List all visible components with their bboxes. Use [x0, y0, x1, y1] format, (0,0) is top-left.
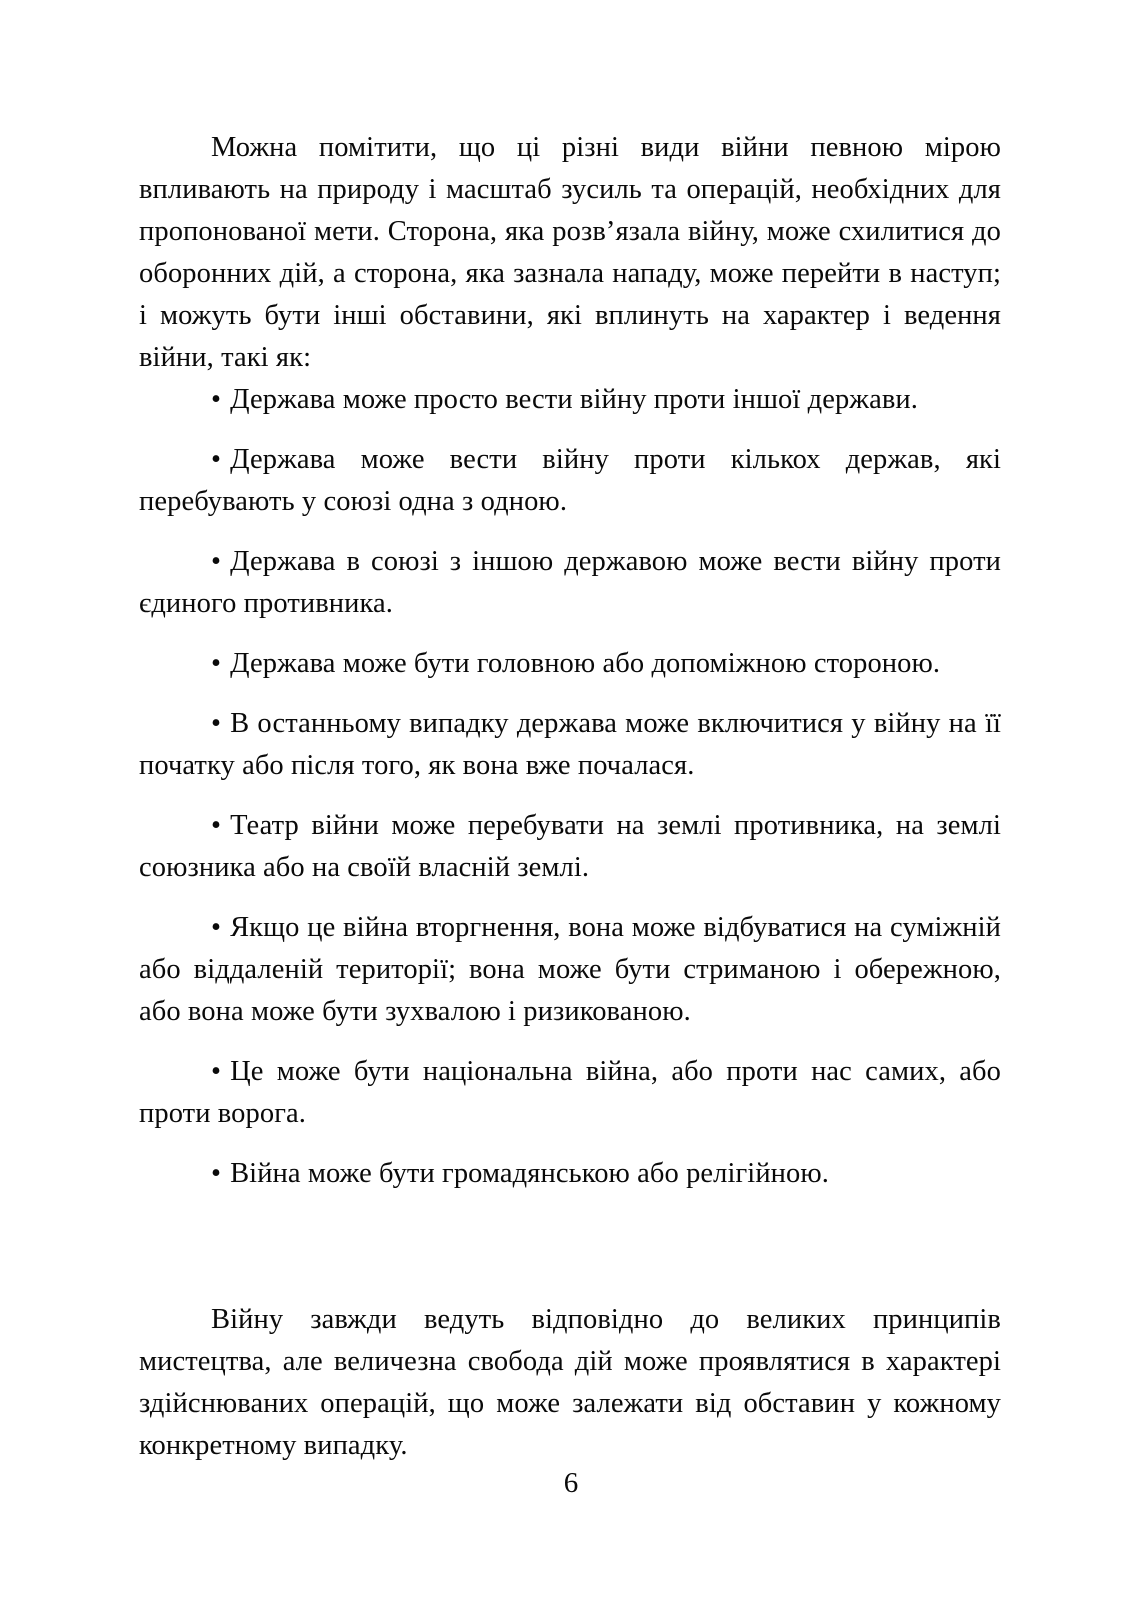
page-number: 6 — [563, 1467, 579, 1499]
list-item — [139, 541, 1001, 625]
list-item — [139, 1153, 1001, 1195]
list-item-text: В останньому випадку держава може включитися у війну на її початку або після того, як вона вже почалася. — [139, 708, 1001, 781]
closing-paragraph: Війну завжди ведуть відповідно до великих принципів мистецтва, але величезна свобода дій може проявлятися в характері здійснюваних операцій, що може залежати від обставин у кожному конкретному випадку. — [139, 1304, 1001, 1461]
bullet-icon: • — [211, 444, 222, 475]
list-item — [139, 703, 1001, 787]
list-item — [139, 1051, 1001, 1135]
list-item-text: Держава може вести війну проти кількох держав, які перебувають у союзі одна з одною. — [139, 444, 1001, 517]
list-item-text: Якщо це війна вторгнення, вона може відбуватися на суміжній або віддаленій території; вона може бути стриманою і обережною, або вона може бути зухвалою і ризикованою. — [139, 912, 1001, 1027]
bullet-icon: • — [211, 546, 222, 577]
text-column — [139, 127, 1001, 1467]
war-types-list — [139, 379, 1001, 1195]
list-item — [139, 643, 1001, 685]
list-item — [139, 907, 1001, 1033]
list-item-text: Держава може просто вести війну проти іншої держави. — [230, 384, 918, 415]
bullet-icon: • — [211, 708, 222, 739]
paragraph-spacer — [139, 1213, 1001, 1299]
list-item-text: Держава в союзі з іншою державою може вести війну проти єдиного противника. — [139, 546, 1001, 619]
bullet-icon: • — [211, 1056, 222, 1087]
list-item — [139, 379, 1001, 421]
bullet-icon: • — [211, 1158, 222, 1189]
list-item — [139, 439, 1001, 523]
intro-paragraph: Можна помітити, що ці різні види війни певною мірою впливають на природу і масштаб зусиль та операцій, необхідних для пропонованої мети. Сторона, яка розв’язала війну, може схилитися до оборонних дій, а сторона, яка зазнала нападу, може перейти в наступ; і можуть бути інші обставини, які вплинуть на характер і ведення війни, такі як: — [139, 132, 1001, 373]
list-item-text: Війна може бути громадянською або релігійною. — [230, 1158, 830, 1189]
bullet-icon: • — [211, 384, 222, 415]
bullet-icon: • — [211, 912, 222, 943]
bullet-icon: • — [211, 648, 222, 679]
list-item-text: Театр війни може перебувати на землі противника, на землі союзника або на своїй власній землі. — [139, 810, 1001, 883]
list-item — [139, 805, 1001, 889]
list-item-text: Держава може бути головною або допоміжною стороною. — [230, 648, 941, 679]
bullet-icon: • — [211, 810, 222, 841]
list-item-text: Це може бути національна війна, або проти нас самих, або проти ворога. — [139, 1056, 1001, 1129]
